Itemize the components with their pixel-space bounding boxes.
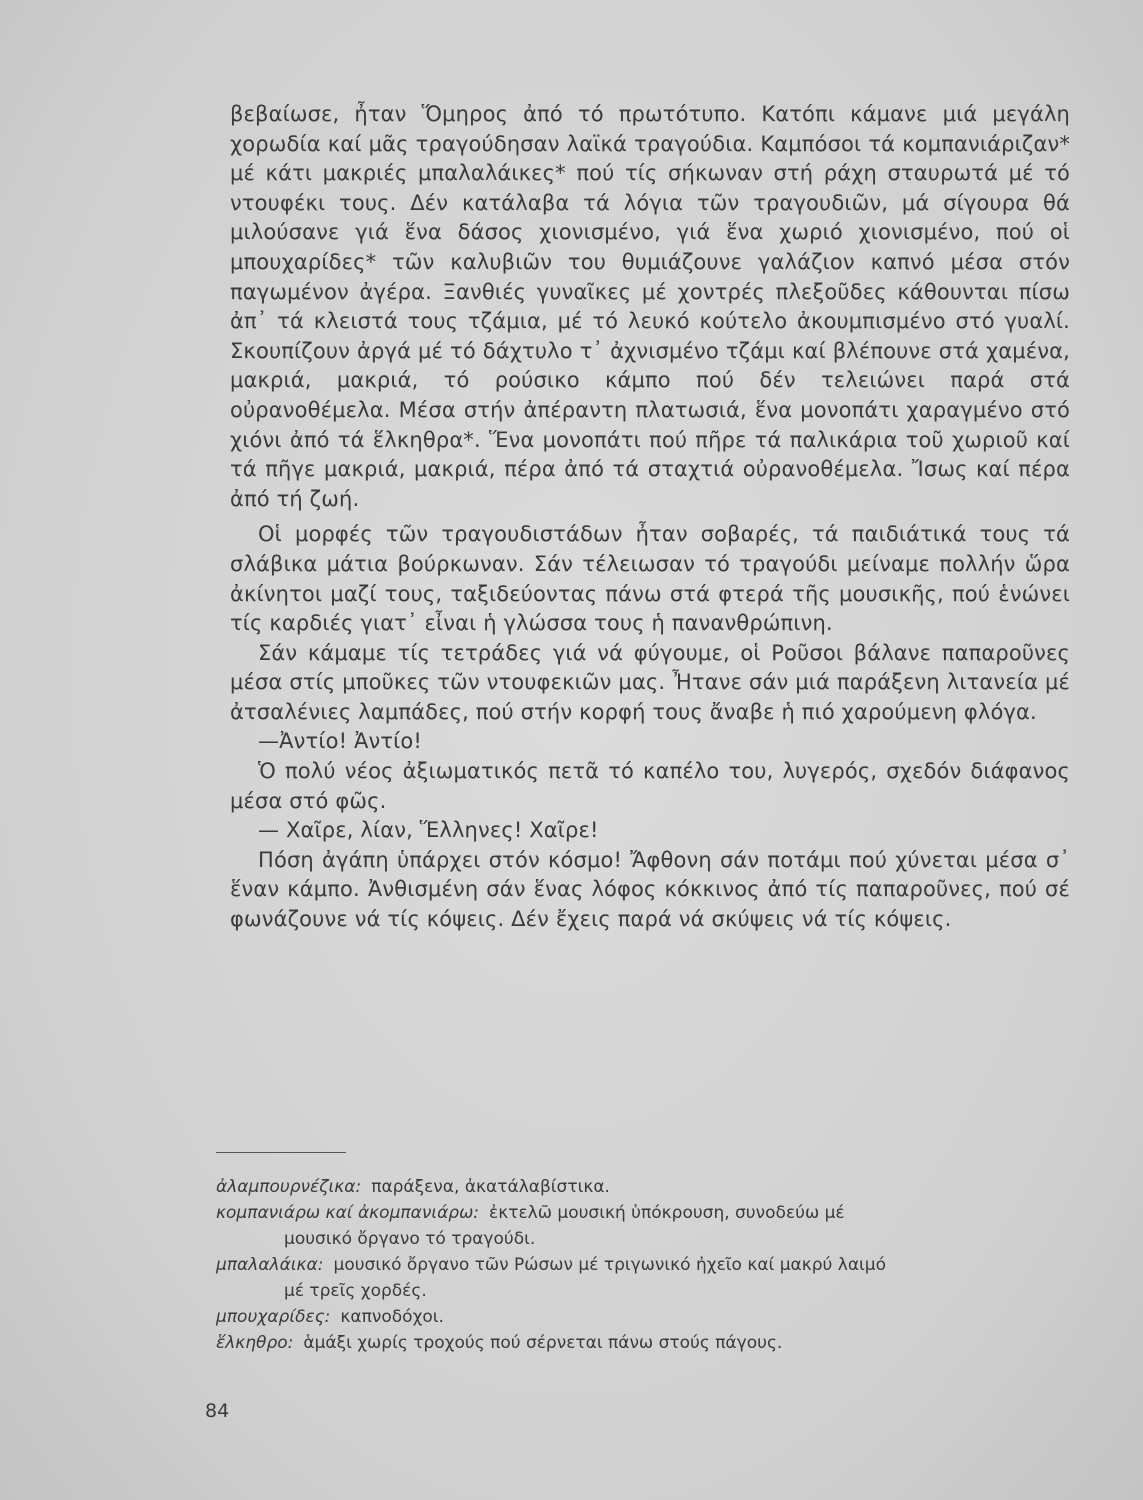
footnote-definition-continued: μουσικό ὄργανο τό τραγούδι. [284, 1229, 536, 1249]
paragraph-2: Οἱ μορφές τῶν τραγουδιστάδων ἦταν σοβαρές, τά παιδιάτικά τους τά σλάβικα μάτια βούρκωναν. Σάν τέλειωσαν τό τραγούδι μείναμε πολλήν ὥρα ἀκίνητοι μαζί τους, ταξιδεύοντας πάνω στά φτερά τῆς μουσικῆς, πού ἑνώνει τίς καρδιές γιατ᾽ εἶναι ἡ γλώσσα τους ἡ πανανθρώπινη. [230, 522, 1070, 636]
dialogue-greeting: — Χαῖρε, λίαν, Ἕλληνες! Χαῖρε! [258, 818, 599, 843]
footnotes [216, 1174, 1036, 1356]
footnote-definition: ἁμάξι χωρίς τροχούς πού σέρνεται πάνω στούς πάγους. [303, 1333, 783, 1353]
paragraph-1: βεβαίωσε, ἦταν Ὅμηρος ἀπό τό πρωτότυπο. Κατόπι κάμανε μιά μεγάλη χορωδία καί μᾶς τραγούδησαν λαϊκά τραγούδια. Καμπόσοι τά κομπανιάριζαν* μέ κάτι μακριές μπαλαλάικες* πού τίς σήκωναν στή ράχη σταυρωτά μέ τό ντουφέκι τους. Δέν κατάλαβα τά λόγια τῶν τραγουδιῶν, μά σίγουρα θά μιλούσανε γιά ἕνα δάσος χιονισμένο, γιά ἕνα χωριό χιονισμένο, πού οἱ μπουχαρίδες* τῶν καλυβιῶν του θυμιάζουνε γαλάζιον καπνό μέσα στόν παγωμένον ἀγέρα. Ξανθιές γυναῖκες μέ χοντρές πλεξοῦδες κάθουνται πίσω ἀπ᾽ τά κλειστά τους τζάμια, μέ τό λευκό κούτελο ἀκουμπισμένο στό γυαλί. Σκουπίζουν ἀργά μέ τό δάχτυλο τ᾽ ἀχνισμένο τζάμι καί βλέπουνε στά χαμένα, μακριά, μακριά, τό ρούσικο κάμπο πού δέν τελειώνει παρά στά οὐρανοθέμελα. Μέσα στήν ἀπέραντη πλατωσιά, ἕνα μονοπάτι χαραγμένο στό χιόνι ἀπό τά ἕλκηθρα*. Ἕνα μονοπάτι πού πῆρε τά παλικάρια τοῦ χωριοῦ καί τά πῆγε μακριά, μακριά, πέρα ἀπό τά σταχτιά οὐρανοθέμελα. Ἴσως καί πέρα ἀπό τή ζωή. [230, 102, 1070, 511]
paragraph-5: Πόση ἀγάπη ὑπάρχει στόν κόσμο! Ἄφθονη σάν ποτάμι πού χύνεται μέσα σ᾽ ἕναν κάμπο. Ἀνθισμένη σάν ἕνας λόφος κόκκινος ἀπό τίς παπαροῦνες, πού σέ φωνάζουνε νά τίς κόψεις. Δέν ἔχεις παρά νά σκύψεις νά τίς κόψεις. [230, 847, 1070, 932]
footnote-term: ἕλκηθρο: [216, 1333, 294, 1353]
footnote [216, 1330, 1036, 1356]
footnote-term: μπουχαρίδες: [216, 1307, 331, 1327]
footnote-term: κομπανιάρω καί ἀκομπανιάρω: [216, 1203, 480, 1223]
footnote-definition-continued: μέ τρεῖς χορδές. [284, 1281, 427, 1301]
dialogue-farewell: —Ἀντίο! Ἀντίο! [258, 729, 422, 754]
footnote-definition: μουσικό ὄργανο τῶν Ρώσων μέ τριγωνικό ἠχεῖο καί μακρύ λαιμό [333, 1255, 887, 1275]
paragraph-3: Σάν κάμαμε τίς τετράδες γιά νά φύγουμε, οἱ Ροῦσοι βάλανε παπαροῦνες μέσα στίς μποῦκες τῶν ντουφεκιῶν μας. Ἦτανε σάν μιά παράξενη λιτανεία μέ ἀτσαλένιες λαμπάδες, πού στήν κορφή τους ἄναβε ἡ πιό χαρούμενη φλόγα. [230, 640, 1070, 724]
footnote [216, 1304, 1036, 1330]
footnote-term: μπαλαλάικα: [216, 1255, 324, 1275]
footnote [216, 1252, 1036, 1304]
footnote-rule [216, 1152, 346, 1153]
main-text [230, 100, 1070, 935]
footnote-definition: παράξενα, ἀκατάλαβίστικα. [371, 1177, 610, 1197]
page-number: 84 [205, 1400, 230, 1422]
footnote [216, 1174, 1036, 1200]
footnote [216, 1200, 1036, 1252]
paragraph-4: Ὁ πολύ νέος ἀξιωματικός πετᾶ τό καπέλο του, λυγερός, σχεδόν διάφανος μέσα στό φῶς. [230, 759, 1070, 813]
footnote-definition: καπνοδόχοι. [340, 1307, 444, 1327]
footnote-definition: ἐκτελῶ μουσική ὑπόκρουση, συνοδεύω μέ [489, 1203, 845, 1223]
footnote-term: ἀλαμπουρνέζικα: [216, 1177, 362, 1197]
